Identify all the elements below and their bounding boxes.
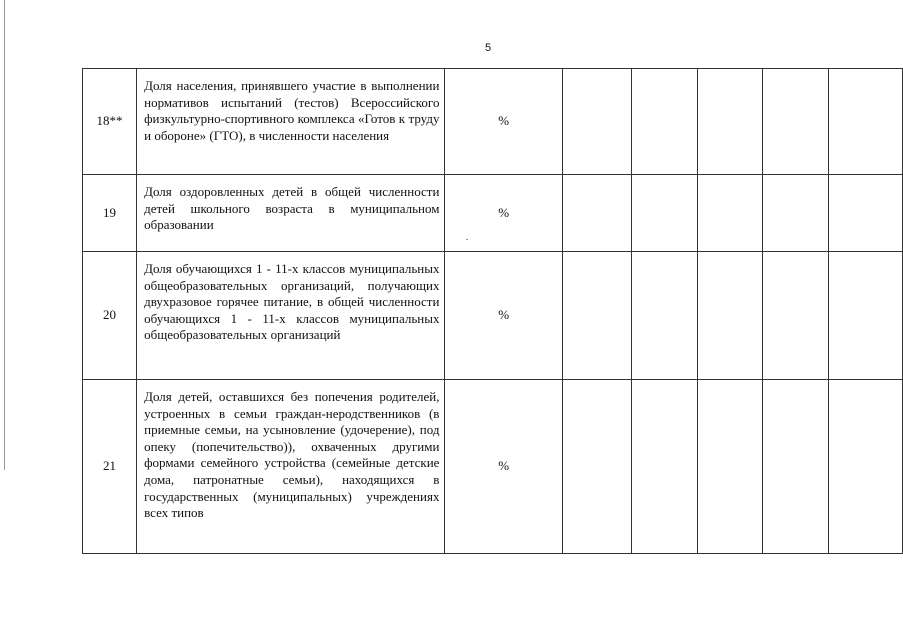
value-cell xyxy=(763,252,829,380)
value-cell xyxy=(763,175,829,252)
indicator-description-text: Доля детей, оставшихся без попечения родителей, устроенных в семьи граждан-неродственников (в приемные семьи, на усыновление (удочерение), под опеку (попечительство)), охваченных другими формами семейного устройства (семейные детские дома, патронатные семьи), находящихся в государственных (муниципальных) учреждениях всех типов xyxy=(144,389,440,521)
indicator-description xyxy=(137,380,445,554)
value-cell xyxy=(562,175,631,252)
value-cell xyxy=(829,175,903,252)
value-cell xyxy=(631,380,697,554)
value-cell xyxy=(829,69,903,175)
table-row xyxy=(83,69,903,175)
value-cell xyxy=(697,380,763,554)
value-cell xyxy=(697,175,763,252)
value-cell xyxy=(562,252,631,380)
value-cell xyxy=(697,69,763,175)
indicators-table xyxy=(82,68,903,554)
row-number: 21 xyxy=(83,380,137,554)
value-cell xyxy=(631,175,697,252)
value-cell xyxy=(763,380,829,554)
indicator-description-text: Доля населения, принявшего участие в выполнении нормативов испытаний (тестов) Всероссийского физкультурно-спортивного комплекса «Готов к труду и обороне» (ГТО), в численности населения xyxy=(144,78,440,143)
row-number: 18** xyxy=(83,69,137,175)
indicator-description-text: Доля обучающихся 1 - 11-х классов муниципальных общеобразовательных организаций, получающих двухразовое горячее питание, в общей численности обучающихся 1 - 11-х классов муниципальных общеобразовательных организаций xyxy=(144,261,440,343)
value-cell xyxy=(829,380,903,554)
unit-cell: % xyxy=(445,175,563,252)
indicator-description xyxy=(137,175,445,252)
value-cell xyxy=(763,69,829,175)
value-cell xyxy=(829,252,903,380)
table-row xyxy=(83,380,903,554)
value-cell xyxy=(631,69,697,175)
page-number: 5 xyxy=(484,42,492,54)
unit-cell: % xyxy=(445,380,563,554)
row-number: 20 xyxy=(83,252,137,380)
table-row xyxy=(83,175,903,252)
indicator-description xyxy=(137,69,445,175)
row-number: 19 xyxy=(83,175,137,252)
unit-cell: % xyxy=(445,69,563,175)
indicator-description-text: Доля оздоровленных детей в общей численности детей школьного возраста в муниципальном образовании xyxy=(144,184,440,233)
scan-binding-edge xyxy=(4,0,5,470)
value-cell xyxy=(697,252,763,380)
scan-artifact xyxy=(466,239,468,240)
unit-cell: % xyxy=(445,252,563,380)
value-cell xyxy=(562,380,631,554)
indicator-description xyxy=(137,252,445,380)
value-cell xyxy=(562,69,631,175)
table-row xyxy=(83,252,903,380)
value-cell xyxy=(631,252,697,380)
